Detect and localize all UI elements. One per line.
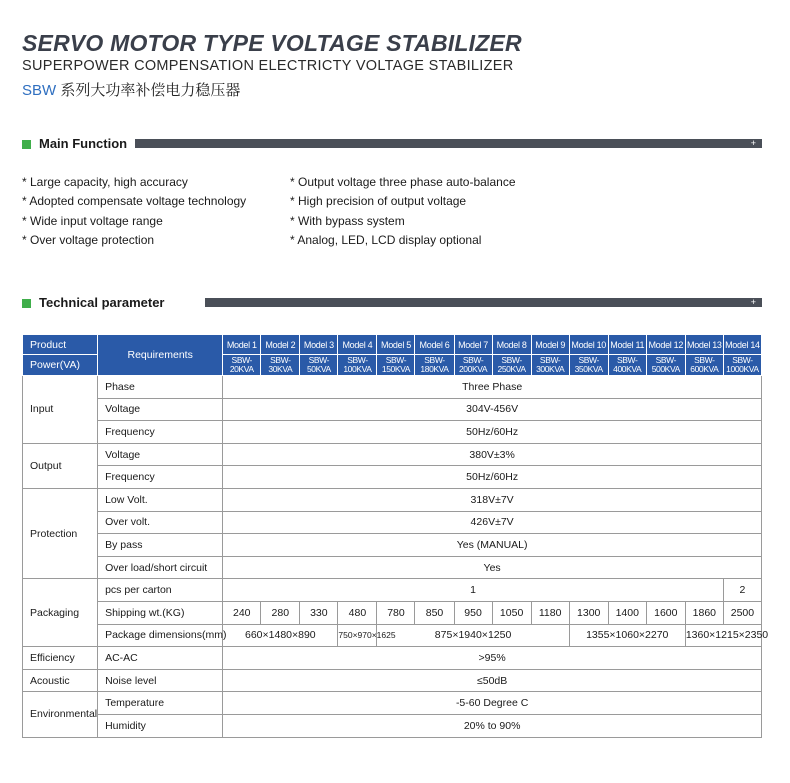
model-header: Model 6 xyxy=(415,335,454,355)
power-cell: SBW- 600KVA xyxy=(685,355,723,376)
row-label: Low Volt. xyxy=(98,488,223,511)
weight-cell: 1600 xyxy=(646,601,685,624)
table-row xyxy=(23,511,762,534)
model-header: Model 8 xyxy=(492,335,531,355)
weight-cell: 330 xyxy=(300,601,338,624)
weight-cell: 1860 xyxy=(685,601,723,624)
technical-parameter-header xyxy=(22,295,762,311)
weight-cell: 1180 xyxy=(531,601,569,624)
list-item: * Output voltage three phase auto-balance xyxy=(290,175,516,189)
model-header: Model 12 xyxy=(646,335,685,355)
row-label: Over volt. xyxy=(98,511,223,534)
weight-cell: 280 xyxy=(261,601,300,624)
plus-icon: + xyxy=(750,138,756,148)
model-header: Model 1 xyxy=(223,335,261,355)
table-row xyxy=(23,579,762,602)
table-row xyxy=(23,466,762,489)
technical-parameter-heading: Technical parameter xyxy=(39,295,165,310)
power-cell: SBW- 1000KVA xyxy=(723,355,761,376)
power-cell: SBW- 50KVA xyxy=(300,355,338,376)
dimension-cell: 660×1480×890 xyxy=(223,624,338,647)
weight-cell: 1400 xyxy=(608,601,646,624)
model-header: Model 14 xyxy=(723,335,761,355)
page-title: SERVO MOTOR TYPE VOLTAGE STABILIZER xyxy=(22,30,522,56)
row-value: 50Hz/60Hz xyxy=(223,466,762,489)
category-acoustic: Acoustic xyxy=(23,669,98,692)
table-row xyxy=(23,443,762,466)
model-header: Model 9 xyxy=(531,335,569,355)
table-row xyxy=(23,421,762,444)
weight-cell: 850 xyxy=(415,601,454,624)
spec-table xyxy=(22,334,769,738)
category-protection: Protection xyxy=(23,488,98,578)
product-header: Product xyxy=(23,335,98,355)
category-input: Input xyxy=(23,376,98,444)
power-cell: SBW- 250KVA xyxy=(492,355,531,376)
weight-cell: 950 xyxy=(454,601,492,624)
power-cell: SBW- 350KVA xyxy=(569,355,608,376)
main-function-heading: Main Function xyxy=(39,136,128,151)
row-value: -5-60 Degree C xyxy=(223,692,762,715)
power-cell: SBW- 20KVA xyxy=(223,355,261,376)
category-packaging: Packaging xyxy=(23,579,98,647)
category-environmental: Environmental xyxy=(23,692,98,737)
plus-icon: + xyxy=(750,297,756,307)
row-value: ≤50dB xyxy=(223,669,762,692)
row-label: Noise level xyxy=(98,669,223,692)
power-cell: SBW- 100KVA xyxy=(338,355,377,376)
table-row xyxy=(23,714,762,737)
table-row xyxy=(23,647,762,670)
requirements-header: Requirements xyxy=(98,335,223,376)
model-header: Model 5 xyxy=(377,335,415,355)
list-item: * Adopted compensate voltage technology xyxy=(22,194,247,209)
dimension-cell: 1355×1060×2270 xyxy=(569,624,685,647)
chinese-title xyxy=(22,79,240,100)
page-subtitle: SUPERPOWER COMPENSATION ELECTRICTY VOLTAGE STABILIZER xyxy=(22,58,514,74)
row-value: 1 xyxy=(223,579,724,602)
row-value: Yes (MANUAL) xyxy=(223,534,762,557)
table-row xyxy=(23,556,762,579)
row-label: Shipping wt.(KG) xyxy=(98,601,223,624)
table-row xyxy=(23,398,762,421)
power-cell: SBW- 500KVA xyxy=(646,355,685,376)
list-item: * With bypass system xyxy=(290,213,405,228)
dimension-cell: 875×1940×1250 xyxy=(377,624,569,647)
row-value: 2 xyxy=(723,579,761,602)
row-value: 50Hz/60Hz xyxy=(223,421,762,444)
row-value: Yes xyxy=(223,556,762,579)
power-header: Power(VA) xyxy=(23,355,98,376)
series-code: SBW xyxy=(22,82,57,99)
list-item: * Large capacity, high accuracy xyxy=(22,175,188,189)
weight-cell: 1050 xyxy=(492,601,531,624)
row-label: Voltage xyxy=(98,443,223,466)
row-label: Voltage xyxy=(98,398,223,421)
table-row xyxy=(23,488,762,511)
model-header: Model 13 xyxy=(685,335,723,355)
table-row xyxy=(23,669,762,692)
section-divider-bar xyxy=(205,298,762,307)
row-label: Humidity xyxy=(98,714,223,737)
chinese-subtitle: 系列大功率补偿电力稳压器 xyxy=(60,82,241,99)
row-value: 318V±7V xyxy=(223,488,762,511)
main-function-header xyxy=(22,136,762,152)
weight-cell: 2500 xyxy=(723,601,761,624)
power-cell: SBW- 180KVA xyxy=(415,355,454,376)
row-label: AC-AC xyxy=(98,647,223,670)
row-value: >95% xyxy=(223,647,762,670)
row-value: 426V±7V xyxy=(223,511,762,534)
feature-list-right xyxy=(290,173,516,250)
power-cell: SBW- 400KVA xyxy=(608,355,646,376)
table-row xyxy=(23,601,762,624)
row-label: Over load/short circuit xyxy=(98,556,223,579)
model-header: Model 10 xyxy=(569,335,608,355)
category-output: Output xyxy=(23,443,98,488)
list-item: * High precision of output voltage xyxy=(290,194,467,209)
power-cell: SBW- 300KVA xyxy=(531,355,569,376)
model-header: Model 11 xyxy=(608,335,646,355)
model-header: Model 3 xyxy=(300,335,338,355)
model-header: Model 2 xyxy=(261,335,300,355)
list-item: * Over voltage protection xyxy=(22,232,155,247)
row-label: Temperature xyxy=(98,692,223,715)
row-label: By pass xyxy=(98,534,223,557)
category-efficiency: Efficiency xyxy=(23,647,98,670)
model-header: Model 4 xyxy=(338,335,377,355)
row-value: 304V-456V xyxy=(223,398,762,421)
table-row xyxy=(23,376,762,399)
row-label: Phase xyxy=(98,376,223,399)
section-divider-bar xyxy=(135,139,762,148)
dimension-cell: 1360×1215×2350 xyxy=(685,624,761,647)
row-value: Three Phase xyxy=(223,376,762,399)
row-value: 20% to 90% xyxy=(223,714,762,737)
weight-cell: 480 xyxy=(338,601,377,624)
row-label: Frequency xyxy=(98,466,223,489)
dimension-cell: 750×970×1625 xyxy=(338,624,377,647)
table-row xyxy=(23,624,762,647)
green-square-icon xyxy=(22,140,31,149)
row-label: Frequency xyxy=(98,421,223,444)
weight-cell: 1300 xyxy=(569,601,608,624)
power-cell: SBW- 150KVA xyxy=(377,355,415,376)
row-label: pcs per carton xyxy=(98,579,223,602)
table-header-row xyxy=(23,335,762,355)
table-row xyxy=(23,692,762,715)
list-item: * Wide input voltage range xyxy=(22,213,163,228)
row-label: Package dimensions(mm) xyxy=(98,624,223,647)
green-square-icon xyxy=(22,299,31,308)
list-item: * Analog, LED, LCD display optional xyxy=(290,232,482,247)
row-value: 380V±3% xyxy=(223,443,762,466)
model-header: Model 7 xyxy=(454,335,492,355)
feature-list-left xyxy=(22,173,246,250)
weight-cell: 780 xyxy=(377,601,415,624)
power-cell: SBW- 200KVA xyxy=(454,355,492,376)
power-cell: SBW- 30KVA xyxy=(261,355,300,376)
table-row xyxy=(23,534,762,557)
weight-cell: 240 xyxy=(223,601,261,624)
